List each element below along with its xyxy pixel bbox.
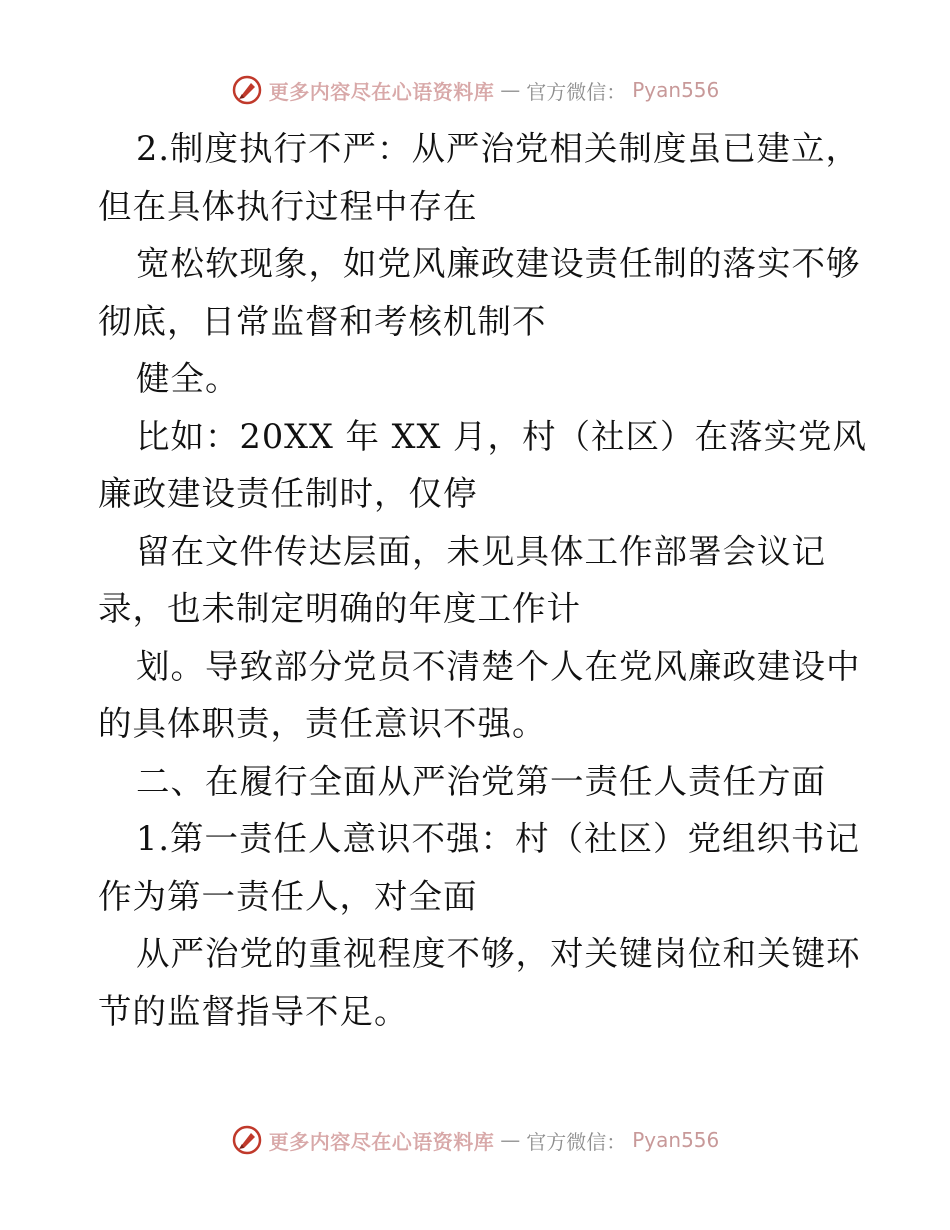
header-watermark [0,70,950,110]
watermark-main-text: 更多内容尽在心语资料库 [268,1129,495,1154]
text-line: 宽松软现象，如党风廉政建设责任制的落实不够 [136,244,861,283]
watermark-main-text: 更多内容尽在心语资料库 [268,79,495,104]
watermark-wechat-label: 官方微信： [526,1129,627,1154]
document-body [98,120,867,1040]
text-line: 但在具体执行过程中存在 [98,186,478,226]
text-line: 1.第一责任人意识不强：村（社区）党组织书记 [136,819,860,858]
text-line: 留在文件传达层面，未见具体工作部署会议记 [136,531,826,571]
text-line: 节的监督指导不足。 [98,991,409,1031]
text-line: 划。导致部分党员不清楚个人在党风廉政建设中 [136,646,861,686]
watermark-wechat-label: 官方微信： [526,79,627,104]
text-line: 作为第一责任人，对全面 [98,876,478,916]
footer-watermark [0,1120,950,1160]
watermark-separator: — [500,78,521,102]
text-line: 比如：20XX 年 XX 月，村（社区）在落实党风 [136,416,867,456]
text-line: 的具体职责，责任意识不强。 [98,704,547,743]
text-line: 录，也未制定明确的年度工作计 [98,589,581,628]
text-line: 从严治党的重视程度不够，对关键岗位和关键环 [136,934,861,973]
pen-nib-logo-icon [231,74,263,106]
section-heading: 二、在履行全面从严治党第一责任人责任方面 [136,761,826,801]
watermark-wechat-id: Pyan556 [632,78,720,102]
text-line: 彻底，日常监督和考核机制不 [98,301,547,341]
text-line: 2.制度执行不严：从严治党相关制度虽已建立， [136,129,860,168]
text-line: 健全。 [136,359,240,398]
pen-nib-logo-icon [231,1124,263,1156]
text-line: 廉政建设责任制时，仅停 [98,474,478,513]
watermark-wechat-id: Pyan556 [632,1128,720,1152]
watermark-separator: — [500,1128,521,1152]
